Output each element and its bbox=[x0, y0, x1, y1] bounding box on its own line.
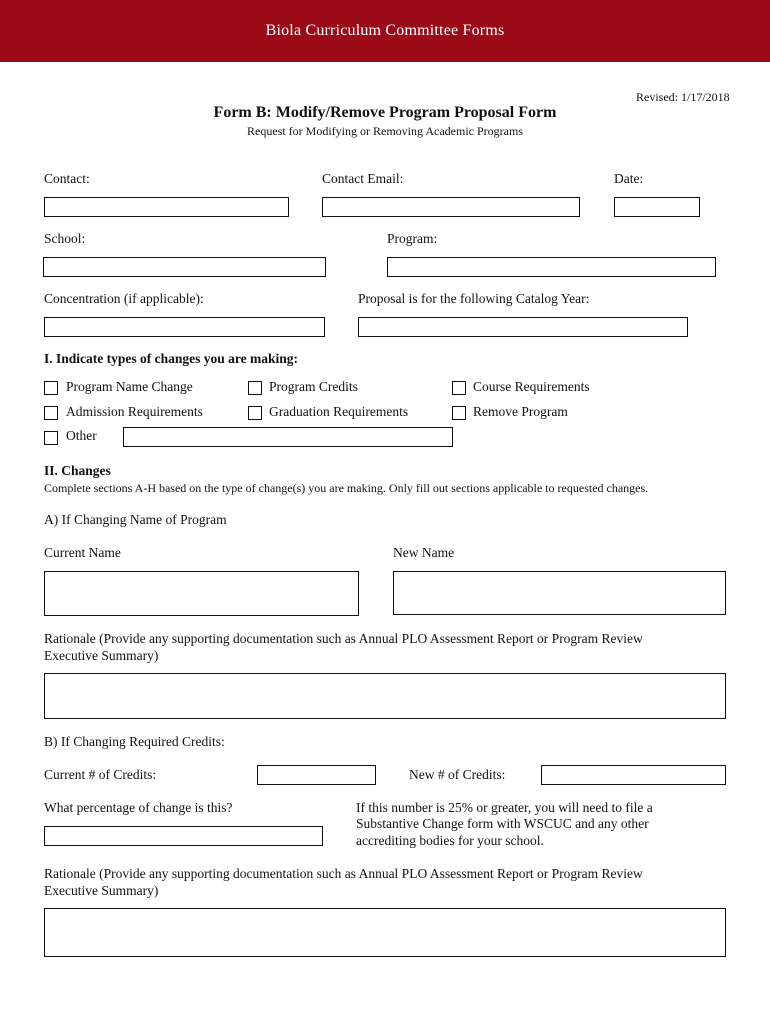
percentage-change-field[interactable] bbox=[44, 826, 323, 846]
date-label: Date: bbox=[614, 171, 644, 186]
current-name-field[interactable] bbox=[44, 571, 359, 616]
option-label-course-requirements: Course Requirements bbox=[473, 379, 590, 394]
new-name-label: New Name bbox=[393, 545, 455, 560]
checkbox-other[interactable] bbox=[44, 431, 58, 445]
form-title: Form B: Modify/Remove Program Proposal Form bbox=[213, 104, 557, 121]
section-a-rationale-field[interactable] bbox=[44, 673, 726, 719]
concentration-field[interactable] bbox=[44, 317, 325, 337]
other-field[interactable] bbox=[123, 427, 453, 447]
checkbox-program-credits[interactable] bbox=[248, 381, 262, 395]
contact-email-label: Contact Email: bbox=[322, 171, 404, 186]
new-credits-label: New # of Credits: bbox=[409, 767, 506, 782]
contact-label: Contact: bbox=[44, 171, 90, 186]
date-field[interactable] bbox=[614, 197, 700, 217]
section-2-heading: II. Changes bbox=[44, 463, 111, 478]
header-banner bbox=[0, 0, 770, 62]
concentration-label: Concentration (if applicable): bbox=[44, 291, 204, 306]
option-label-admission-requirements: Admission Requirements bbox=[66, 404, 203, 419]
section-2-instructions: Complete sections A-H based on the type of change(s) you are making. Only fill out sections applicable to requested changes. bbox=[44, 481, 649, 495]
current-credits-field[interactable] bbox=[257, 765, 376, 785]
checkbox-graduation-requirements[interactable] bbox=[248, 406, 262, 420]
new-name-field[interactable] bbox=[393, 571, 726, 615]
section-1-heading: I. Indicate types of changes you are making: bbox=[44, 351, 299, 366]
school-label: School: bbox=[44, 231, 86, 246]
substantive-change-note-line1: If this number is 25% or greater, you will need to file a bbox=[356, 800, 653, 815]
contact-field[interactable] bbox=[44, 197, 289, 217]
new-credits-field[interactable] bbox=[541, 765, 726, 785]
catalog-year-field[interactable] bbox=[358, 317, 688, 337]
current-credits-label: Current # of Credits: bbox=[44, 767, 157, 782]
catalog-year-label: Proposal is for the following Catalog Year: bbox=[358, 291, 590, 306]
section-b-rationale-field[interactable] bbox=[44, 908, 726, 957]
option-label-remove-program: Remove Program bbox=[473, 404, 568, 419]
option-label-program-credits: Program Credits bbox=[269, 379, 358, 394]
section-b-rationale-line1: Rationale (Provide any supporting documentation such as Annual PLO Assessment Report or Program Review bbox=[44, 866, 643, 881]
header-title: Biola Curriculum Committee Forms bbox=[265, 22, 505, 39]
option-label-program-name-change: Program Name Change bbox=[66, 379, 193, 394]
section-b-rationale-line2: Executive Summary) bbox=[44, 883, 159, 898]
section-a-rationale-line2: Executive Summary) bbox=[44, 648, 159, 663]
substantive-change-note-line2: Substantive Change form with WSCUC and any other bbox=[356, 816, 649, 831]
program-field[interactable] bbox=[387, 257, 716, 277]
form-subtitle: Request for Modifying or Removing Academic Programs bbox=[247, 124, 523, 138]
option-label-graduation-requirements: Graduation Requirements bbox=[269, 404, 409, 419]
checkbox-remove-program[interactable] bbox=[452, 406, 466, 420]
contact-email-field[interactable] bbox=[322, 197, 580, 217]
checkbox-program-name-change[interactable] bbox=[44, 381, 58, 395]
revised-date: Revised: 1/17/2018 bbox=[636, 90, 730, 104]
section-b-heading: B) If Changing Required Credits: bbox=[44, 734, 225, 749]
program-label: Program: bbox=[387, 231, 438, 246]
section-a-heading: A) If Changing Name of Program bbox=[44, 512, 227, 527]
checkbox-course-requirements[interactable] bbox=[452, 381, 466, 395]
substantive-change-note-line3: accrediting bodies for your school. bbox=[356, 833, 544, 848]
section-a-rationale-line1: Rationale (Provide any supporting documentation such as Annual PLO Assessment Report or Program Review bbox=[44, 631, 643, 646]
option-label-other: Other bbox=[66, 428, 97, 443]
checkbox-admission-requirements[interactable] bbox=[44, 406, 58, 420]
current-name-label: Current Name bbox=[44, 545, 121, 560]
percentage-change-label: What percentage of change is this? bbox=[44, 800, 233, 815]
school-field[interactable] bbox=[43, 257, 326, 277]
